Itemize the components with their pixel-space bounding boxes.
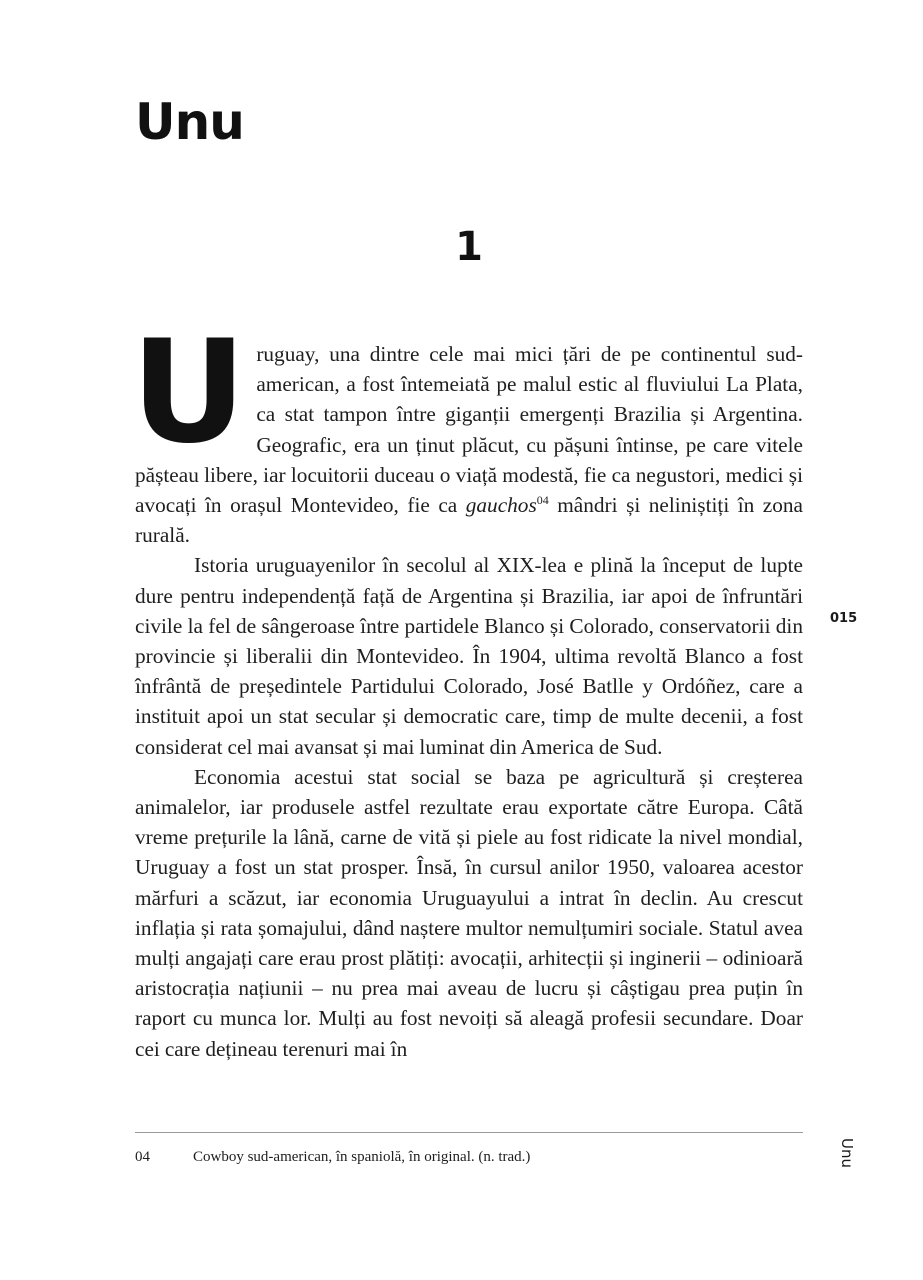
footnote-reference: 04 (536, 493, 549, 508)
paragraph-2: Istoria uruguayenilor în secolul al XIX-lea e plină la început de lupte dure pentru independență față de Argentina și Brazilia, iar apoi de înfruntări civile la fel de sângeroase între partidele Blanco și Colorado, conservatorii din provincie și liberalii din Montevideo. În 1904, ultima revoltă Blanco a fost înfrântă de președintele Partidului Colorado, José Batlle y Ordóñez, care a instituit apoi un stat secular și democratic care, timp de multe decenii, a fost considerat cel mai avansat și mai luminat din America de Sud. (135, 553, 803, 759)
page-number: 015 (830, 611, 858, 626)
italic-term: gauchos (465, 493, 537, 518)
footnote-number: 04 (135, 1149, 150, 1165)
paragraph-3: Economia acestui stat social se baza pe agricultură și creșterea animalelor, iar produsele astfel rezultate erau exportate către Europa. Câtă vreme prețurile la lână, carne de vită și piele au fost ridicate la nivel mondial, Uruguay a fost un stat prosper. Însă, în cursul anilor 1950, valoarea acestor mărfuri a scăzut, iar economia Uruguayului a intrat în declin. Au crescut inflația și rata șomajului, dând naștere multor nemulțumiri sociale. Statul avea mulți angajați care erau prost plătiți: avocații, arhitecții și inginerii – odinioară aristocrația națiunii – nu prea mai aveau de lucru și câștigau prea puțin în raport cu munca lor. Mulți au fost nevoiți să aleagă profesii secundare. Doar cei care dețineau terenuri mai în (135, 764, 803, 1061)
paragraph-1-text-b: mândri și neliniștiți în zona rurală. (135, 493, 804, 548)
drop-cap: U (131, 310, 247, 475)
section-number: 1 (455, 224, 483, 270)
body-text (131, 310, 804, 1064)
running-head: Unu (838, 1138, 856, 1168)
paragraph-1-text-a: ruguay, una dintre cele mai mici țări de pe continentul sud-american, a fost întemeiată pe malul estic al fluviului La Plata, ca stat tampon între giganții emergenți Brazilia și Argentina. Geografic, era un ținut plăcut, cu pășuni întinse, pe care vitele pășteau libere, iar locuitorii duceau o viață modestă, fie ca negustori, medici și avocați în orașul Montevideo, fie ca (135, 342, 803, 518)
paragraph-1 (131, 310, 804, 550)
footnote (135, 1147, 803, 1167)
footnote-text: Cowboy sud-american, în spaniolă, în original. (n. trad.) (193, 1149, 531, 1165)
footnote-divider (135, 1132, 803, 1133)
chapter-title: Unu (135, 93, 244, 151)
